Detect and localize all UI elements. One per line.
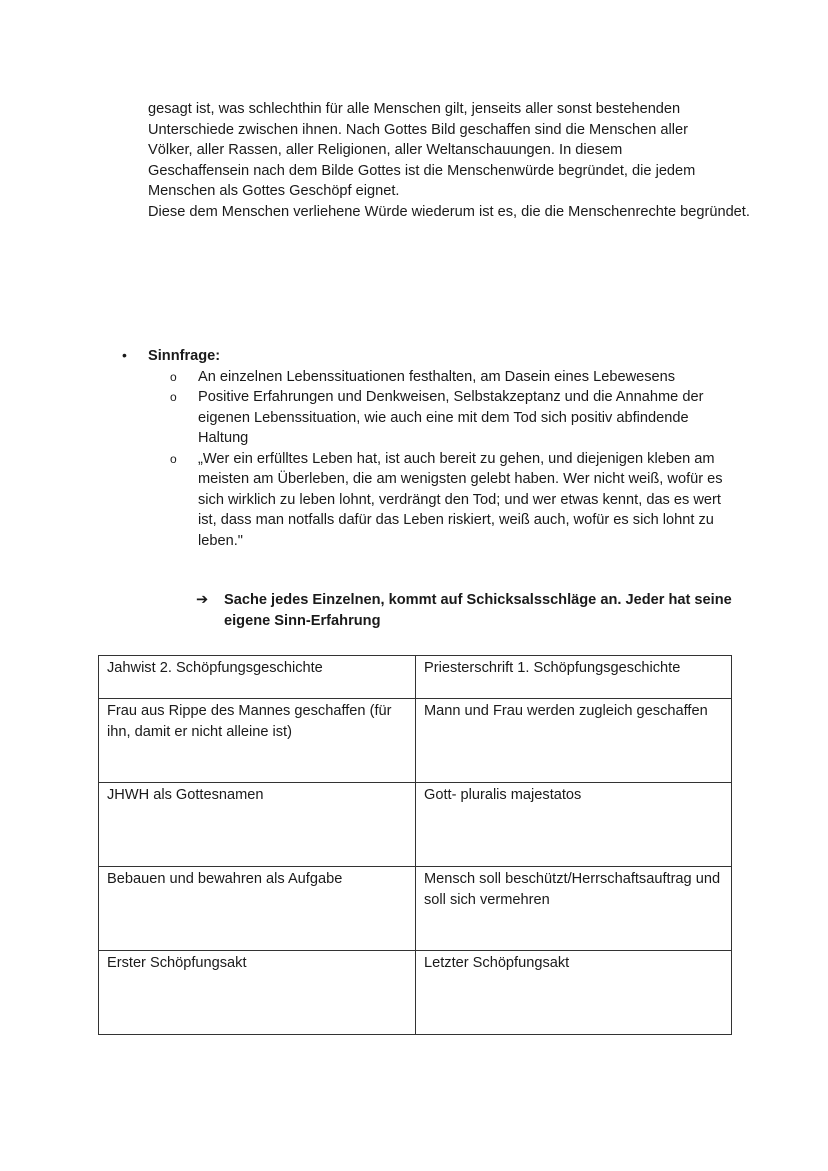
circle-bullet-icon: o [170,369,177,384]
intro-line: gesagt ist, was schlechthin für alle Menschen gilt, jenseits aller sonst bestehenden [148,101,681,117]
intro-paragraph-2: Diese dem Menschen verliehene Würde wiederum ist es, die die Menschenrechte begründet. [148,203,750,220]
bullet-icon: • [122,347,127,363]
table-row [99,699,732,783]
comparison-table [98,655,732,1035]
table-row [99,951,732,1035]
table-row [99,867,732,951]
list-item [170,387,742,449]
sinnfrage-heading: Sinnfrage: [148,348,221,364]
quote-text: „Wer ein erfülltes Leben hat, ist auch bereit zu gehen, und diejenigen kleben am meisten am Überleben, die am wenigsten gelebt haben. Wer nicht weiß, wofür es sich wirklich zu leben lohnt, verdrängt den Tod; und wer etwas kennt, das es wert ist, dass man notfalls dafür das Leben riskiert, weiß auch, wofür es sich lohnt zu leben." [198,450,723,549]
table-cell: Bebauen und bewahren als Aufgabe [99,867,416,951]
intro-line: Geschaffensein nach dem Bilde Gottes ist die Menschenwürde begründet, die jedem [148,162,696,179]
table-cell: Erster Schöpfungsakt [99,951,416,1035]
list-item-text: Positive Erfahrungen und Denkweisen, Selbstakzeptanz und die Annahme der eigenen Lebenssituation, wie auch eine mit dem Tod sich positiv abfindende Haltung [198,389,704,446]
circle-bullet-icon: o [170,390,177,404]
table-cell: Gott- pluralis majestatos [416,783,732,867]
intro-line: Völker, aller Rassen, aller Religionen, aller Weltanschauungen. In diesem [148,142,623,158]
arrow-right-icon: ➔ [196,592,209,608]
table-cell: Frau aus Rippe des Mannes geschaffen (für ihn, damit er nicht alleine ist) [99,699,416,783]
list-item [170,367,742,388]
list-item [170,449,742,552]
table-header-cell: Priesterschrift 1. Schöpfungsgeschichte [416,656,732,699]
table-cell: Mann und Frau werden zugleich geschaffen [416,699,732,783]
table-row [99,783,732,867]
table-header-cell: Jahwist 2. Schöpfungsgeschichte [99,656,416,699]
table-header-row [99,656,732,699]
intro-line: Menschen als Gottes Geschöpf eignet. [148,183,400,199]
sinnfrage-section [122,345,742,551]
intro-text [110,99,750,222]
circle-bullet-icon: o [170,451,177,466]
sinnfrage-bullet [122,345,742,367]
list-item-text: An einzelnen Lebenssituationen festhalten, am Dasein eines Lebewesens [198,368,676,385]
conclusion-text: Sache jedes Einzelnen, kommt auf Schicksalsschläge an. Jeder hat seine eigene Sinn-Erfahrung [224,592,732,629]
table-cell: Letzter Schöpfungsakt [416,951,732,1035]
sinnfrage-list [170,367,742,552]
table-cell: Mensch soll beschützt/Herrschaftsauftrag und soll sich vermehren [416,867,732,951]
intro-line: Unterschiede zwischen ihnen. Nach Gottes Bild geschaffen sind die Menschen aller [148,121,689,138]
conclusion [196,590,736,631]
table-cell: JHWH als Gottesnamen [99,783,416,867]
